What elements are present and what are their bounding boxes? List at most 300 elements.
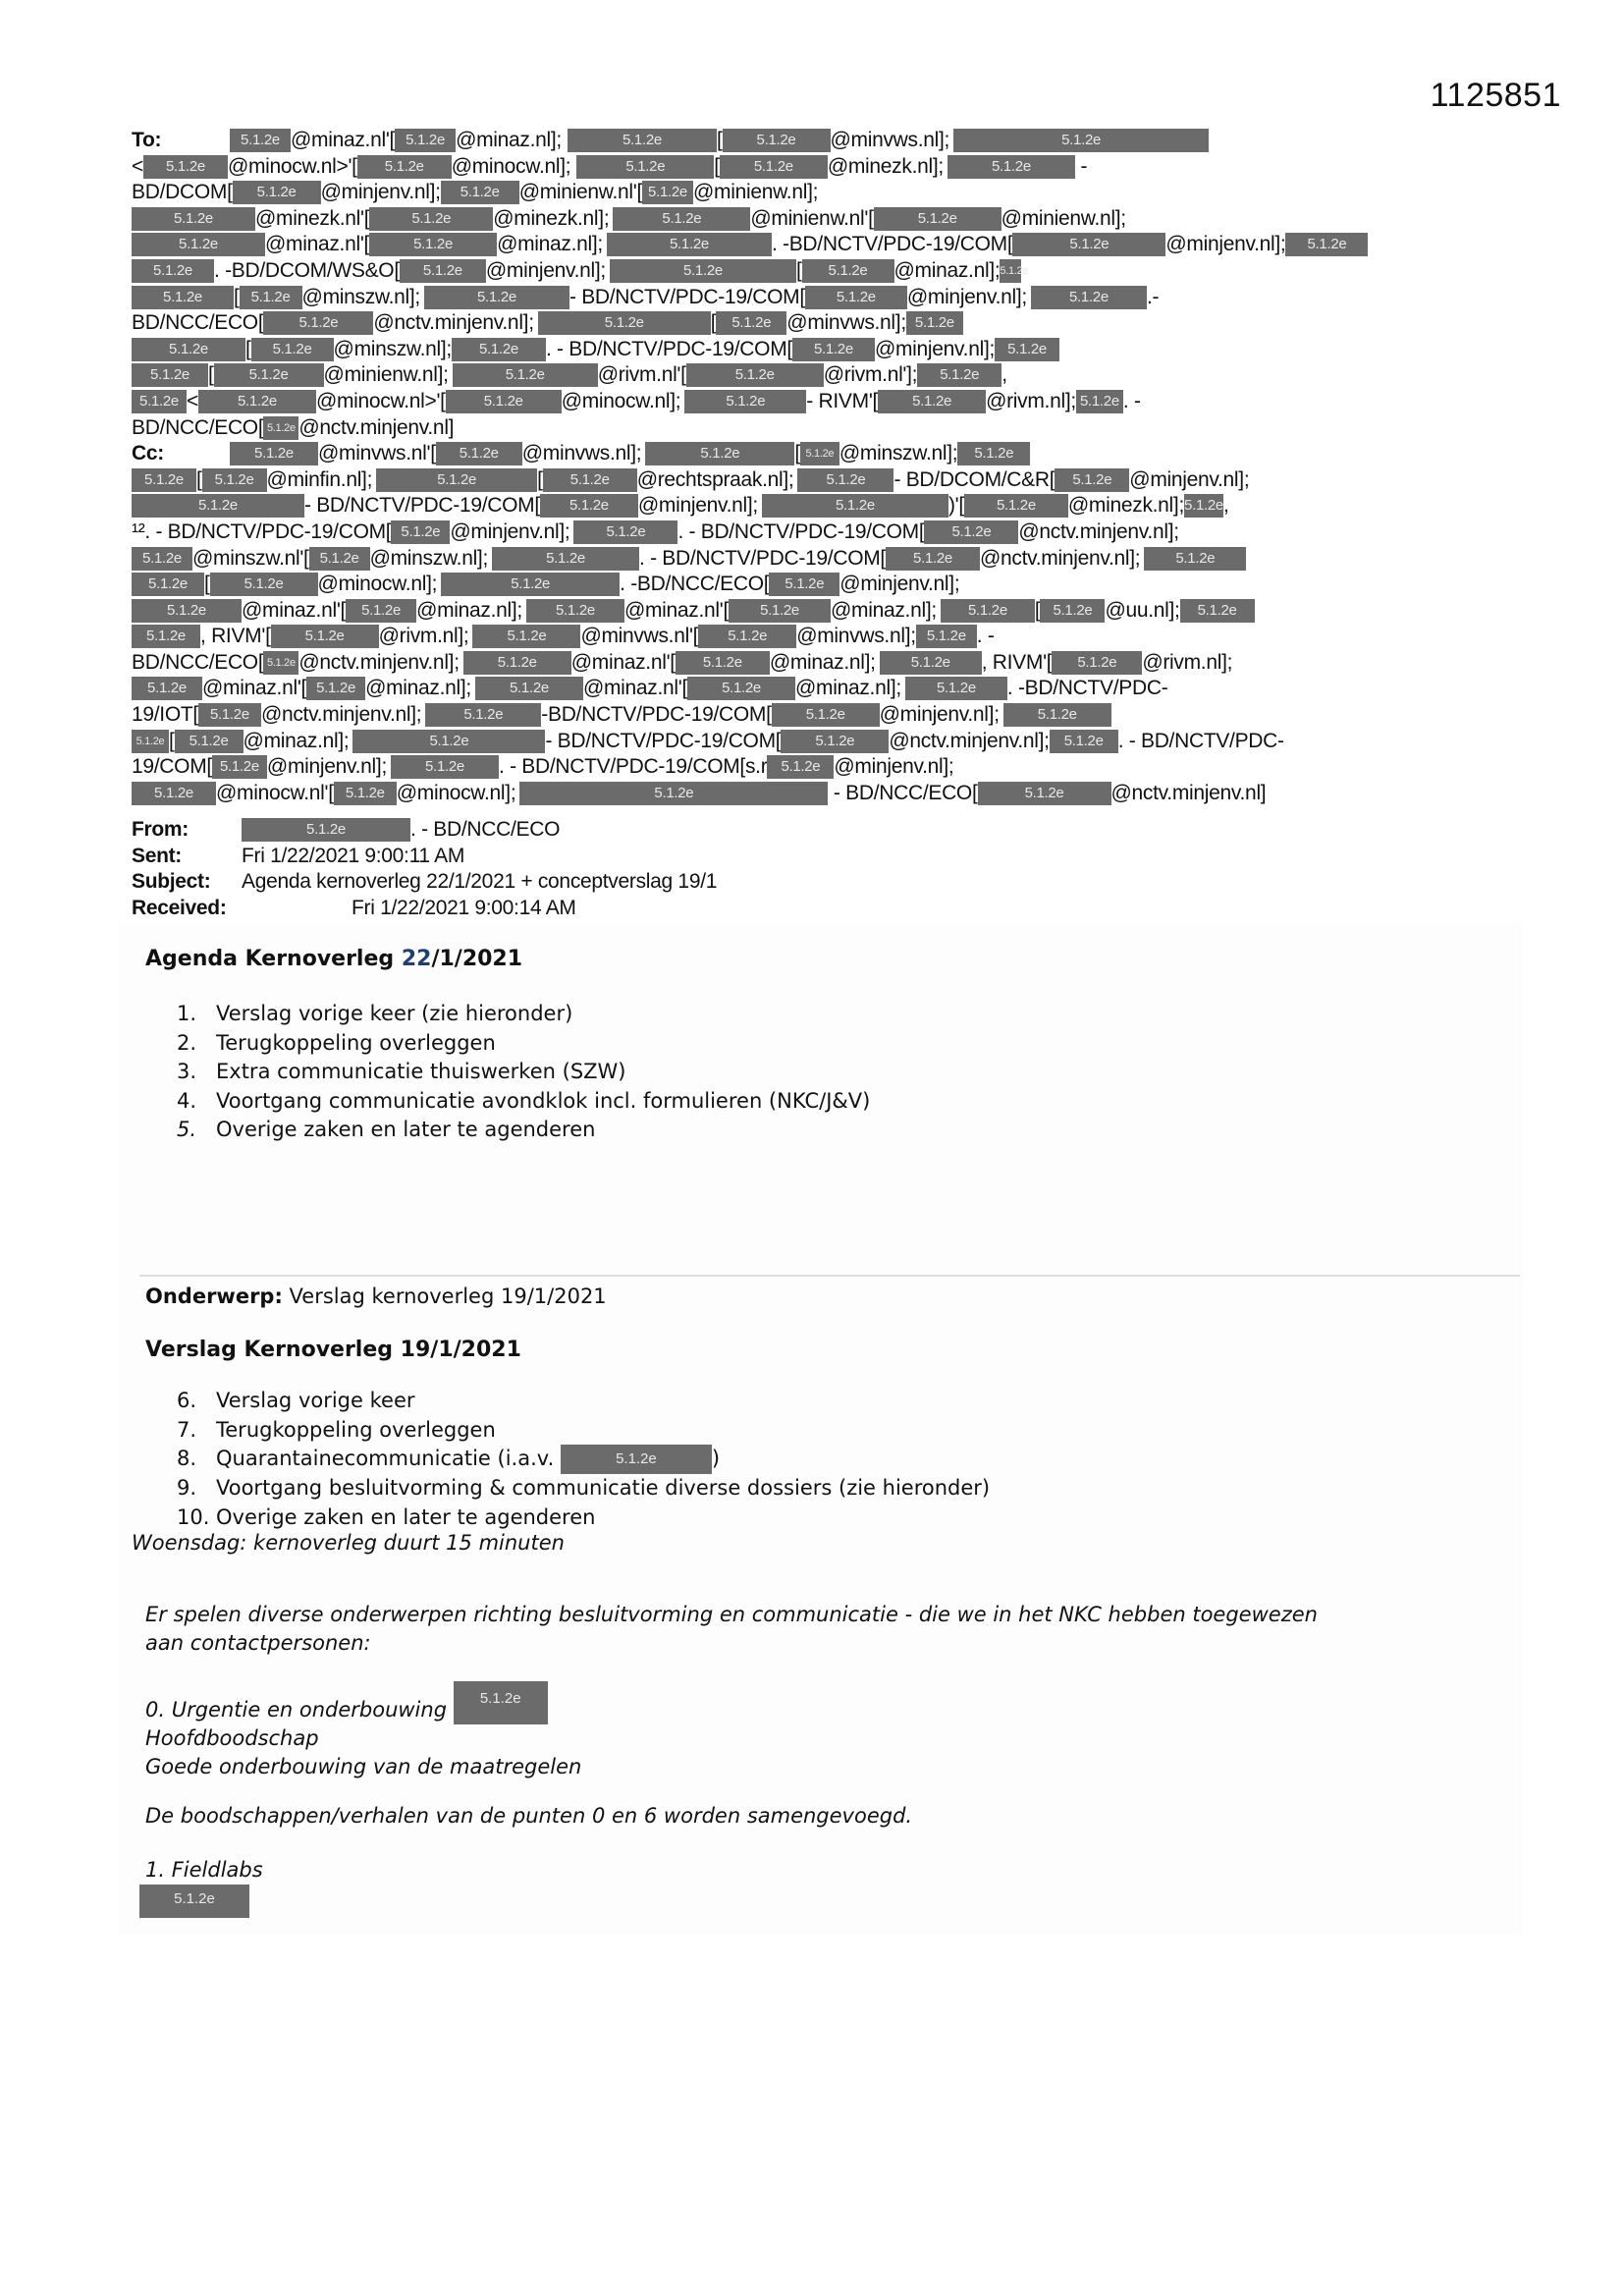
redaction-box: 5.1.2e bbox=[452, 338, 546, 361]
redaction-box: 5.1.2e bbox=[687, 677, 795, 700]
topic-0-line-2: Goede onderbouwing van de maatregelen bbox=[145, 1755, 582, 1778]
redaction-box: 5.1.2e bbox=[906, 311, 963, 335]
redaction-box: 5.1.2e bbox=[1055, 468, 1129, 492]
redaction-box: 5.1.2e bbox=[762, 494, 948, 518]
redaction-box: 5.1.2e bbox=[441, 573, 620, 596]
recipient-text: , bbox=[1001, 363, 1007, 387]
recipient-line bbox=[132, 310, 1526, 337]
redaction-box: 5.1.2e bbox=[463, 651, 571, 675]
redaction-box: 5.1.2e bbox=[543, 468, 637, 492]
redaction-box: 5.1.2e bbox=[1052, 651, 1142, 675]
recipient-text: @minvws.nl]; bbox=[521, 442, 642, 465]
redaction-box: 5.1.2e bbox=[352, 730, 545, 753]
redaction-box: 5.1.2e bbox=[132, 625, 200, 648]
recipient-text: @rivm.nl]; bbox=[378, 625, 469, 648]
redaction-box: 5.1.2e bbox=[214, 363, 324, 387]
redaction-box: 5.1.2e bbox=[271, 625, 379, 648]
redaction-box: 5.1.2e bbox=[924, 520, 1018, 544]
recipient-text: @rivm.nl'[ bbox=[597, 363, 686, 387]
received-row bbox=[132, 896, 717, 922]
redaction-box: 5.1.2e bbox=[568, 129, 717, 152]
redaction-box: 5.1.2e bbox=[132, 233, 265, 256]
redaction-box: 5.1.2e bbox=[198, 703, 261, 727]
recipient-text: @rechtspraak.nl]; bbox=[636, 467, 794, 491]
divider bbox=[139, 1275, 1520, 1277]
redaction-box: 5.1.2e bbox=[767, 755, 834, 779]
list-item bbox=[177, 1087, 870, 1117]
redaction-box: 5.1.2e bbox=[686, 363, 824, 387]
redaction-box: 5.1.2e bbox=[905, 677, 1007, 700]
recipient-line bbox=[132, 754, 1526, 781]
agenda-title-suffix: /1/2021 bbox=[431, 947, 523, 971]
redaction-box: 5.1.2e bbox=[132, 363, 208, 387]
recipients-header bbox=[132, 128, 1526, 806]
recipient-text: @minezk.nl]; bbox=[827, 154, 944, 178]
redaction-box: 5.1.2e bbox=[1031, 286, 1147, 309]
item-number: 10. bbox=[177, 1504, 210, 1529]
list-item bbox=[177, 1503, 990, 1533]
redaction-box: 5.1.2e bbox=[526, 599, 624, 623]
topic-0-line-1: Hoofdboodschap bbox=[145, 1726, 319, 1750]
redaction-box: 5.1.2e bbox=[720, 155, 828, 179]
redaction-box: 5.1.2e bbox=[1184, 494, 1223, 518]
recipient-text: @minaz.nl]; bbox=[416, 598, 522, 622]
recipient-text: @minjenv.nl]; bbox=[874, 337, 996, 360]
from-value: . - BD/NCC/ECO bbox=[410, 818, 561, 841]
recipient-text: @rivm.nl']; bbox=[823, 363, 918, 387]
recipient-text: @minaz.nl]; bbox=[365, 677, 471, 700]
agenda-list bbox=[177, 1000, 870, 1145]
redaction-box: 5.1.2e bbox=[263, 416, 298, 440]
redaction-box: 5.1.2e bbox=[1012, 233, 1165, 256]
recipient-text: . -BD/DCOM/WS&O[ bbox=[214, 258, 400, 282]
redaction-box: 5.1.2e bbox=[230, 442, 318, 465]
recipient-text: @minaz.nl'[ bbox=[265, 233, 370, 256]
redaction-box: 5.1.2e bbox=[424, 286, 569, 309]
recipient-text: @minszw.nl'[ bbox=[192, 546, 309, 570]
redaction-box: 5.1.2e bbox=[964, 494, 1068, 518]
recipient-line bbox=[132, 676, 1526, 702]
recipient-text: @minjenv.nl]; bbox=[320, 181, 441, 204]
recipient-text: BD/NCC/ECO[ bbox=[132, 415, 264, 439]
recipient-text: . - BD/NCTV/PDC-19/COM[ bbox=[639, 546, 886, 570]
recipient-text: @nctv.minjenv.nl] bbox=[1110, 781, 1267, 804]
item-text: Terugkoppeling overleggen bbox=[216, 1030, 496, 1055]
list-item bbox=[177, 1058, 870, 1087]
verslag-list bbox=[177, 1387, 990, 1532]
item-text: Overige zaken en later te agenderen bbox=[216, 1118, 596, 1141]
sent-value: Fri 1/22/2021 9:00:11 AM bbox=[242, 844, 465, 867]
redaction-box: 5.1.2e bbox=[309, 547, 370, 571]
list-item bbox=[177, 1000, 870, 1029]
redaction-box: 5.1.2e bbox=[1180, 599, 1255, 623]
redaction-box: 5.1.2e bbox=[576, 155, 714, 179]
recipient-text: [ bbox=[716, 129, 723, 151]
redaction-box: 5.1.2e bbox=[446, 390, 562, 413]
recipient-text: . - BD/NCTV/PDC-19/COM[ bbox=[144, 519, 392, 543]
recipient-text: @rivm.nl]; bbox=[1142, 650, 1233, 674]
redaction-box: 5.1.2e bbox=[800, 442, 839, 465]
recipient-text: @minezk.nl]; bbox=[493, 206, 610, 230]
redaction-box: 5.1.2e bbox=[1050, 730, 1118, 753]
redaction-box: 5.1.2e bbox=[916, 625, 977, 648]
recipient-text: , RIVM'[ bbox=[981, 650, 1053, 674]
agenda-title-prefix: Agenda Kernoverleg bbox=[145, 947, 402, 971]
recipient-text: . - BD/NCTV/PDC-19/COM[ bbox=[545, 337, 792, 360]
recipient-line bbox=[132, 180, 1526, 206]
redaction-box: 5.1.2e bbox=[698, 625, 796, 648]
redaction-box: 5.1.2e bbox=[132, 259, 214, 283]
received-value: Fri 1/22/2021 9:00:14 AM bbox=[352, 896, 576, 919]
recipient-text: @minvws.nl]; bbox=[830, 129, 950, 151]
redaction-box: 5.1.2e bbox=[880, 651, 982, 675]
verslag-title: Verslag Kernoverleg 19/1/2021 bbox=[145, 1338, 521, 1362]
redaction-box: 5.1.2e bbox=[132, 730, 169, 753]
recipient-line bbox=[132, 258, 1526, 285]
redaction-box: 5.1.2e bbox=[132, 677, 202, 700]
recipient-line bbox=[132, 128, 1526, 154]
recipient-text: @minienw.nl'[ bbox=[750, 206, 874, 230]
list-item bbox=[177, 1445, 990, 1474]
recipient-text: @minjenv.nl]; bbox=[266, 755, 387, 779]
recipient-text: @minvws.nl'[ bbox=[580, 625, 699, 648]
redaction-box: 5.1.2e bbox=[472, 625, 580, 648]
item-text: Overige zaken en later te agenderen bbox=[216, 1504, 596, 1529]
recipient-line bbox=[132, 467, 1526, 494]
onderwerp-label: Onderwerp: bbox=[145, 1285, 283, 1308]
redaction-box: 5.1.2e bbox=[1285, 233, 1368, 256]
recipient-text: [ bbox=[234, 285, 240, 308]
recipient-line bbox=[132, 232, 1526, 258]
onderwerp-value: Verslag kernoverleg 19/1/2021 bbox=[282, 1285, 607, 1308]
recipient-text: @minvws.nl'[ bbox=[318, 442, 436, 465]
recipient-line bbox=[132, 285, 1526, 311]
redaction-box: 5.1.2e bbox=[957, 442, 1030, 465]
redaction-box: 5.1.2e bbox=[132, 390, 187, 413]
redaction-box: 5.1.2e bbox=[642, 181, 693, 204]
recipient-line bbox=[132, 441, 1526, 467]
redaction-box: 5.1.2e bbox=[391, 755, 499, 779]
redaction-box: 5.1.2e bbox=[132, 468, 196, 492]
recipient-text: . - BD/NCTV/PDC-19/COM[ bbox=[677, 519, 925, 543]
redaction-box: 5.1.2e bbox=[1076, 390, 1123, 413]
recipient-text: -BD/NCTV/PDC-19/COM[ bbox=[541, 703, 772, 727]
redaction-box: 5.1.2e bbox=[263, 311, 373, 335]
intro-text bbox=[145, 1601, 1318, 1658]
redaction-box: 5.1.2e bbox=[132, 338, 245, 361]
redaction-box: 5.1.2e bbox=[772, 703, 880, 727]
redaction-box: 5.1.2e bbox=[947, 155, 1075, 179]
redaction-box: 5.1.2e bbox=[132, 782, 216, 805]
list-item bbox=[177, 1387, 990, 1416]
recipient-text: @minjenv.nl]; bbox=[839, 573, 960, 596]
recipient-text: @nctv.minjenv.nl] bbox=[298, 415, 455, 439]
list-item bbox=[177, 1416, 990, 1446]
redaction-box: 5.1.2e bbox=[240, 286, 302, 309]
redaction-box: 5.1.2e bbox=[334, 782, 397, 805]
redaction-box: 5.1.2e bbox=[175, 730, 244, 753]
redaction-box: 5.1.2e bbox=[792, 338, 875, 361]
recipient-text: @minezk.nl]; bbox=[1067, 494, 1184, 518]
redaction-box: 5.1.2e bbox=[492, 547, 639, 571]
recipient-text: @minjenv.nl]; bbox=[1165, 233, 1286, 256]
recipient-line bbox=[132, 337, 1526, 363]
recipient-text: @minienw.nl]; bbox=[693, 181, 819, 204]
recipient-text: . -BD/NCTV/PDC-19/COM[ bbox=[771, 233, 1013, 256]
redaction-box: 5.1.2e bbox=[357, 155, 452, 179]
recipient-text: @minaz.nl'[ bbox=[291, 129, 396, 151]
redaction-box: 5.1.2e bbox=[400, 259, 486, 283]
redaction-box: 5.1.2e bbox=[1000, 259, 1021, 283]
subject-row bbox=[132, 869, 717, 896]
redaction-box: 5.1.2e bbox=[519, 782, 828, 805]
item-number: 9. bbox=[177, 1476, 197, 1500]
redaction-box: 5.1.2e bbox=[139, 1885, 249, 1918]
recipient-text: @minjenv.nl]; bbox=[637, 494, 758, 518]
field-label: Cc: bbox=[132, 442, 164, 465]
recipient-text: [ bbox=[795, 258, 802, 282]
redaction-box: 5.1.2e bbox=[475, 677, 583, 700]
recipient-text: - BD/NCTV/PDC-19/COM[ bbox=[568, 285, 805, 308]
email-meta bbox=[132, 817, 717, 921]
recipient-text: BD/NCC/ECO[ bbox=[132, 311, 264, 335]
redaction-box: 5.1.2e bbox=[436, 442, 522, 465]
recipient-line bbox=[132, 493, 1526, 519]
redaction-box: 5.1.2e bbox=[684, 390, 806, 413]
redaction-box: 5.1.2e bbox=[198, 390, 316, 413]
received-label: Received: bbox=[132, 896, 227, 919]
from-label: From: bbox=[132, 818, 189, 841]
redaction-box: 5.1.2e bbox=[143, 155, 228, 179]
item-text: Verslag vorige keer (zie hieronder) bbox=[216, 1002, 573, 1025]
topic-0-title-text: 0. Urgentie en onderbouwing bbox=[145, 1698, 454, 1722]
recipient-text: @minfin.nl]; bbox=[266, 467, 373, 491]
recipient-text: @nctv.minjenv.nl]; bbox=[298, 650, 460, 674]
recipient-text: [ bbox=[196, 467, 202, 491]
redaction-box: 5.1.2e bbox=[878, 390, 986, 413]
redaction-box: 5.1.2e bbox=[454, 1681, 548, 1724]
recipient-text: ¹² bbox=[132, 519, 145, 543]
redaction-box: 5.1.2e bbox=[233, 181, 321, 204]
recipient-text: @minvws.nl]; bbox=[786, 311, 906, 335]
redaction-box: 5.1.2e bbox=[242, 818, 410, 842]
redaction-box: 5.1.2e bbox=[573, 520, 677, 544]
redaction-box: 5.1.2e bbox=[953, 129, 1209, 152]
redaction-box: 5.1.2e bbox=[645, 442, 794, 465]
recipient-text: [ bbox=[1034, 598, 1041, 622]
recipient-text: [ bbox=[710, 311, 717, 335]
recipient-text: @minienw.nl]; bbox=[323, 363, 449, 387]
recipient-text: [ bbox=[245, 337, 251, 360]
recipient-text: < bbox=[187, 389, 198, 412]
recipient-text: - bbox=[1074, 154, 1088, 178]
redaction-box: 5.1.2e bbox=[995, 338, 1059, 361]
topic-0 bbox=[145, 1681, 581, 1781]
recipient-text: @minjenv.nl]; bbox=[450, 519, 570, 543]
redaction-box: 5.1.2e bbox=[805, 286, 907, 309]
item-number: 7. bbox=[177, 1417, 197, 1442]
recipient-line bbox=[132, 781, 1526, 807]
recipient-text: - BD/NCTV/PDC-19/COM[ bbox=[545, 729, 782, 752]
recipient-text: .- bbox=[1146, 285, 1160, 308]
recipient-line bbox=[132, 572, 1526, 598]
recipient-text: - BD/NCTV/PDC-19/COM[ bbox=[304, 494, 540, 518]
item-text: Quarantainecommunicatie (i.a.v. bbox=[216, 1447, 561, 1470]
recipient-text: @minocw.nl]; bbox=[317, 573, 438, 596]
subject-label: Subject: bbox=[132, 870, 211, 894]
redaction-box: 5.1.2e bbox=[781, 730, 889, 753]
recipient-line bbox=[132, 389, 1526, 415]
recipient-text: BD/DCOM[ bbox=[132, 181, 233, 204]
redaction-box: 5.1.2e bbox=[610, 259, 796, 283]
redaction-box: 5.1.2e bbox=[263, 651, 298, 675]
item-number: 1. bbox=[177, 1002, 197, 1025]
redaction-box: 5.1.2e bbox=[729, 599, 831, 623]
redaction-box: 5.1.2e bbox=[676, 651, 770, 675]
redaction-box: 5.1.2e bbox=[202, 468, 267, 492]
redaction-box: 5.1.2e bbox=[538, 311, 711, 335]
recipient-text: [ bbox=[537, 467, 543, 491]
topic-1-title: 1. Fieldlabs bbox=[145, 1858, 263, 1882]
recipient-line bbox=[132, 206, 1526, 233]
redaction-box: 5.1.2e bbox=[251, 338, 334, 361]
recipient-text: [ bbox=[169, 729, 175, 752]
sent-row bbox=[132, 844, 717, 870]
recipient-text: @minjenv.nl]; bbox=[879, 703, 1000, 727]
recipient-line bbox=[132, 415, 1526, 442]
recipient-text: @minszw.nl]; bbox=[301, 285, 420, 308]
recipient-text: )'[ bbox=[947, 494, 964, 518]
recipient-text: @nctv.minjenv.nl]; bbox=[373, 311, 534, 335]
recipient-text: @minaz.nl]; bbox=[769, 650, 876, 674]
recipient-text: [ bbox=[208, 363, 214, 387]
redaction-box: 5.1.2e bbox=[540, 494, 638, 518]
recipient-line bbox=[132, 154, 1526, 181]
recipient-text: @nctv.minjenv.nl]; bbox=[260, 703, 422, 727]
redaction-box: 5.1.2e bbox=[369, 207, 493, 231]
item-text: Voortgang besluitvorming & communicatie diverse dossiers (zie hieronder) bbox=[216, 1476, 991, 1500]
recipient-text: @minaz.nl]; bbox=[831, 598, 937, 622]
recipient-text: @minjenv.nl]; bbox=[485, 258, 606, 282]
recipient-text: @minaz.nl'[ bbox=[623, 598, 730, 622]
item-text: Verslag vorige keer bbox=[216, 1389, 415, 1412]
recipient-text: @minaz.nl'[ bbox=[582, 677, 688, 700]
recipient-text: 19/IOT[ bbox=[132, 703, 198, 727]
intro-line-2: aan contactpersonen: bbox=[145, 1631, 371, 1655]
recipient-line bbox=[132, 519, 1526, 546]
item-number: 3. bbox=[177, 1060, 197, 1083]
redaction-box: 5.1.2e bbox=[802, 259, 894, 283]
recipient-text: @minaz.nl]; bbox=[243, 729, 350, 752]
redaction-box: 5.1.2e bbox=[212, 755, 267, 779]
recipient-text: @minjenv.nl]; bbox=[906, 285, 1027, 308]
agenda-title-date-highlight: 22 bbox=[401, 947, 432, 971]
recipient-text: @minszw.nl]; bbox=[333, 337, 452, 360]
redaction-box: 5.1.2e bbox=[425, 703, 541, 727]
recipient-text: @minaz.nl'[ bbox=[202, 677, 307, 700]
list-item bbox=[177, 1116, 870, 1145]
redaction-box: 5.1.2e bbox=[441, 181, 519, 204]
intro-line-1: Er spelen diverse onderwerpen richting besluitvorming en communicatie - die we in het NKC hebben toegewezen bbox=[145, 1603, 1318, 1626]
redaction-box: 5.1.2e bbox=[306, 677, 365, 700]
recipient-text: [ bbox=[714, 154, 720, 178]
from-row bbox=[132, 817, 717, 844]
onderwerp-line bbox=[145, 1285, 607, 1308]
agenda-title bbox=[145, 947, 522, 971]
recipient-text: @minszw.nl]; bbox=[369, 546, 489, 570]
item-number: 4. bbox=[177, 1088, 197, 1113]
redaction-box: 5.1.2e bbox=[132, 599, 242, 623]
recipient-text: @minocw.nl'[ bbox=[216, 781, 334, 804]
recipient-text: @minocw.nl]; bbox=[451, 154, 571, 178]
recipient-text: @minjenv.nl]; bbox=[1129, 467, 1250, 491]
redaction-box: 5.1.2e bbox=[613, 207, 750, 231]
topic-1 bbox=[145, 1856, 263, 1918]
redaction-box: 5.1.2e bbox=[369, 233, 497, 256]
recipient-text: @minjenv.nl]; bbox=[834, 755, 954, 779]
recipient-line bbox=[132, 598, 1526, 625]
recipient-line bbox=[132, 650, 1526, 677]
recipient-text: @minocw.nl>'[ bbox=[227, 154, 357, 178]
recipient-text: @minaz.nl]; bbox=[497, 233, 603, 256]
recipient-text: @rivm.nl]; bbox=[986, 389, 1076, 412]
recipient-text: @minaz.nl]; bbox=[795, 677, 901, 700]
merged-note: De boodschappen/verhalen van de punten 0 en 6 worden samengevoegd. bbox=[145, 1804, 913, 1828]
recipient-text: @minezk.nl'[ bbox=[255, 206, 370, 230]
item-text: Voortgang communicatie avondklok incl. formulieren (NKC/J&V) bbox=[216, 1088, 871, 1113]
redaction-box: 5.1.2e bbox=[607, 233, 772, 256]
recipient-text: @nctv.minjenv.nl]; bbox=[979, 546, 1141, 570]
redaction-box: 5.1.2e bbox=[132, 547, 192, 571]
redaction-box: 5.1.2e bbox=[391, 520, 450, 544]
redaction-box: 5.1.2e bbox=[941, 599, 1035, 623]
item-text: Extra communicatie thuiswerken (SZW) bbox=[216, 1060, 626, 1083]
recipient-text: @minaz.nl]; bbox=[456, 129, 562, 151]
recipient-text: , RIVM'[ bbox=[200, 625, 271, 648]
recipient-line bbox=[132, 624, 1526, 650]
list-item bbox=[177, 1029, 870, 1059]
redaction-box: 5.1.2e bbox=[132, 286, 234, 309]
redaction-box: 5.1.2e bbox=[395, 129, 456, 152]
recipient-text: . - BD/NCTV/PDC-19/COM[s.r bbox=[499, 755, 768, 779]
recipient-text: @minaz.nl]; bbox=[893, 258, 1001, 282]
recipient-text: @minocw.nl]; bbox=[396, 781, 516, 804]
item-text: Terugkoppeling overleggen bbox=[216, 1417, 496, 1442]
recipient-text: - RIVM'[ bbox=[806, 389, 879, 412]
redaction-box: 5.1.2e bbox=[346, 599, 416, 623]
recipient-text: . -BD/NCC/ECO[ bbox=[620, 573, 770, 596]
subject-value: Agenda kernoverleg 22/1/2021 + conceptverslag 19/1 bbox=[242, 870, 718, 894]
recipient-text: . -BD/NCTV/PDC- bbox=[1006, 677, 1168, 700]
recipient-text: , bbox=[1223, 494, 1229, 518]
redaction-box: 5.1.2e bbox=[1003, 703, 1111, 727]
recipient-line bbox=[132, 729, 1526, 755]
redaction-box: 5.1.2e bbox=[978, 782, 1111, 805]
redaction-box: 5.1.2e bbox=[376, 468, 537, 492]
item-number: 8. bbox=[177, 1447, 197, 1470]
redaction-box: 5.1.2e bbox=[886, 547, 980, 571]
redaction-box: 5.1.2e bbox=[874, 207, 1001, 231]
redaction-box: 5.1.2e bbox=[210, 573, 318, 596]
redaction-box: 5.1.2e bbox=[561, 1445, 712, 1474]
redaction-box: 5.1.2e bbox=[1040, 599, 1105, 623]
recipient-text: . - bbox=[976, 625, 995, 648]
redaction-box: 5.1.2e bbox=[132, 494, 304, 518]
recipient-line bbox=[132, 702, 1526, 729]
recipient-text: @minienw.nl]; bbox=[1001, 206, 1126, 230]
recipient-text: BD/NCC/ECO[ bbox=[132, 650, 264, 674]
redaction-box: 5.1.2e bbox=[132, 573, 204, 596]
